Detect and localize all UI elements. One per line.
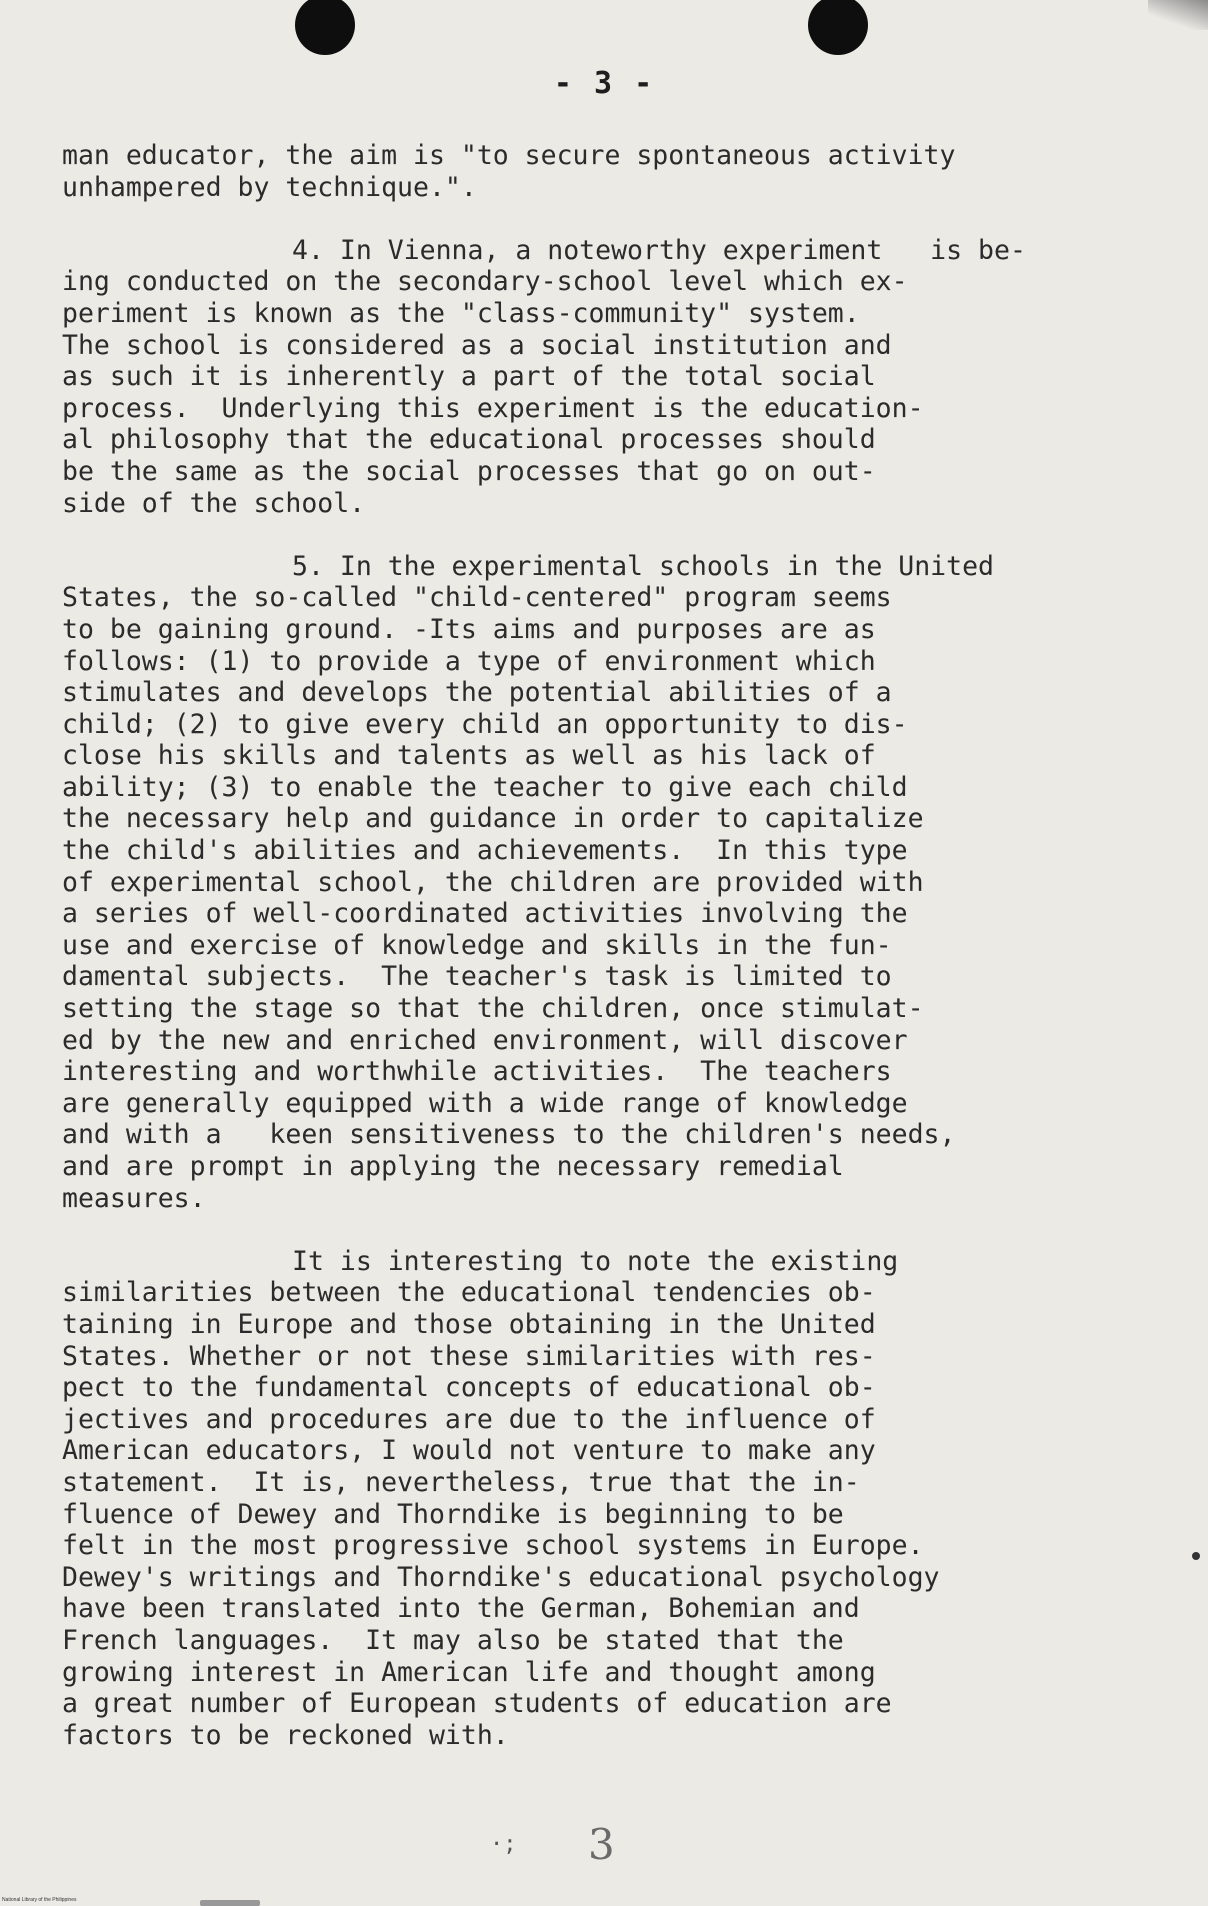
text-line: follows: (1) to provide a type of environment which: [62, 645, 876, 677]
margin-ink-dot: [1192, 1552, 1200, 1560]
page-corner-shadow: [1148, 0, 1208, 30]
paragraph-gap: [62, 519, 1162, 551]
paragraph-5-first-line: 5. In the experimental schools in the United: [292, 550, 994, 582]
text-line: man educator, the aim is "to secure spontaneous activity: [62, 140, 956, 171]
text-line: Dewey's writings and Thorndike's educational psychology: [62, 1561, 940, 1593]
text-line: taining in Europe and those obtaining in the United: [62, 1308, 876, 1340]
paragraph-gap: [62, 1214, 1162, 1246]
text-line: damental subjects. The teacher's task is limited to: [62, 961, 892, 993]
footer-page-number: 3: [588, 1820, 615, 1869]
text-line: fluence of Dewey and Thorndike is beginning to be: [62, 1498, 844, 1530]
text-line: French languages. It may also be stated that the: [62, 1624, 844, 1656]
paragraph-6-first-line: It is interesting to note the existing: [292, 1245, 899, 1277]
text-line: to be gaining ground. -Its aims and purposes are as: [62, 613, 876, 645]
text-line: side of the school.: [62, 487, 366, 519]
scan-edge-smudge: [200, 1900, 260, 1906]
text-line: interesting and worthwhile activities. The teachers: [62, 1056, 892, 1088]
text-line: growing interest in American life and thought among: [62, 1656, 876, 1688]
text-line: jectives and procedures are due to the influence of: [62, 1403, 876, 1435]
text-line: similarities between the educational tendencies ob-: [62, 1277, 876, 1309]
text-line: use and exercise of knowledge and skills in the fun-: [62, 929, 892, 961]
text-line: American educators, I would not venture to make any: [62, 1435, 876, 1467]
text-line: and are prompt in applying the necessary remedial: [62, 1151, 844, 1182]
text-line: ing conducted on the secondary-school level which ex-: [62, 266, 908, 298]
text-line: felt in the most progressive school systems in Europe.: [62, 1530, 924, 1562]
text-line: close his skills and talents as well as his lack of: [62, 740, 876, 772]
archive-credit-text: National Library of the Philippines: [2, 1897, 77, 1903]
text-line: have been translated into the German, Bohemian and: [62, 1593, 860, 1625]
text-line: unhampered by technique.".: [62, 171, 477, 203]
text-line: a great number of European students of education are: [62, 1688, 892, 1720]
text-line: States, the so-called "child-centered" program seems: [62, 582, 892, 614]
text-line: are generally equipped with a wide range of knowledge: [62, 1087, 908, 1119]
text-line: be the same as the social processes that go on out-: [62, 455, 876, 487]
text-line: a series of well-coordinated activities involving the: [62, 898, 908, 930]
footer-marks: ·;: [490, 1832, 517, 1857]
text-line: process. Underlying this experiment is the education-: [62, 392, 924, 424]
text-line: stimulates and develops the potential abilities of a: [62, 677, 892, 709]
text-line: the child's abilities and achievements. In this type: [62, 835, 908, 867]
text-line: ed by the new and enriched environment, will discover: [62, 1024, 908, 1056]
text-line: pect to the fundamental concepts of educational ob-: [62, 1372, 876, 1404]
text-line: factors to be reckoned with.: [62, 1719, 509, 1751]
text-line: periment is known as the "class-community" system.: [62, 297, 860, 329]
typewritten-body: [62, 140, 1162, 1751]
text-line: setting the stage so that the children, once stimulat-: [62, 993, 924, 1025]
text-line: as such it is inherently a part of the total social: [62, 361, 876, 393]
paragraph-4-first-line: 4. In Vienna, a noteworthy experiment is be-: [292, 234, 1026, 266]
page-number-header: - 3 -: [553, 66, 655, 101]
text-line: The school is considered as a social institution and: [62, 329, 892, 361]
text-line: child; (2) to give every child an opportunity to dis-: [62, 708, 908, 740]
text-line: ability; (3) to enable the teacher to give each child: [62, 771, 908, 803]
text-line: and with a keen sensitiveness to the children's needs,: [62, 1119, 956, 1151]
text-line: the necessary help and guidance in order to capitalize: [62, 803, 924, 835]
punch-hole-left: [295, 0, 355, 55]
text-line: States. Whether or not these similarities with res-: [62, 1340, 876, 1372]
text-line: measures.: [62, 1182, 206, 1214]
text-line: al philosophy that the educational processes should: [62, 424, 876, 456]
punch-hole-right: [808, 0, 868, 55]
text-line: statement. It is, nevertheless, true that the in-: [62, 1466, 860, 1498]
paragraph-gap: [62, 203, 1162, 235]
text-line: of experimental school, the children are provided with: [62, 866, 924, 898]
